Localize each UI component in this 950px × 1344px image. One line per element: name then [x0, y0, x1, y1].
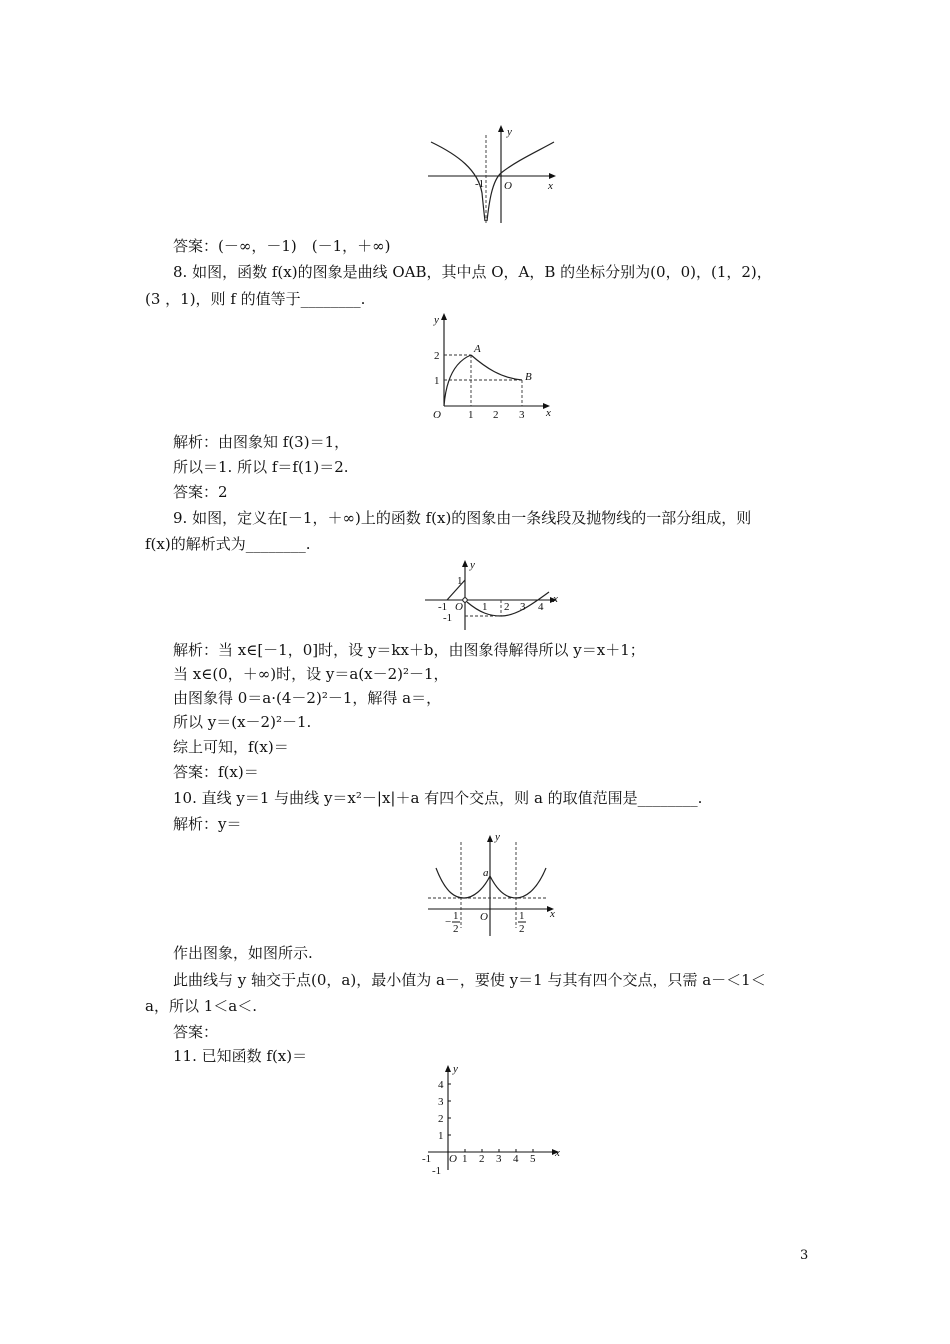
figure-q7-graph — [428, 125, 563, 225]
tick-label-x3: 3 — [520, 601, 526, 613]
q8-question-line1: 8. 如图，函数 f(x)的图象是曲线 OAB，其中点 O，A，B 的坐标分别为(0，0)，(1，2)， — [173, 263, 772, 281]
tick-label-y2: 2 — [438, 1113, 444, 1125]
tick-label-yn1: -1 — [443, 612, 453, 624]
tick-label-y3: 3 — [438, 1096, 444, 1108]
tick-label-yn1: -1 — [432, 1165, 442, 1177]
q10-solution-line2: 作出图象，如图所示. — [173, 944, 313, 962]
y-axis-label: y — [495, 831, 500, 843]
tick-label-neg1: -1 — [475, 178, 485, 190]
q9-solution-line1: 解析：当 x∈[－1，0]时，设 y＝kx＋b，由图象得解得所以 y＝x＋1； — [173, 641, 645, 659]
tick-label-x1: 1 — [468, 409, 474, 421]
y-axis-arrow — [462, 560, 468, 567]
tick-label-y1: 1 — [457, 575, 463, 587]
page-number: 3 — [800, 1248, 809, 1263]
tick-label-x2: 2 — [504, 601, 510, 613]
x-axis-label: x — [553, 593, 558, 605]
origin-label: O — [480, 911, 488, 923]
q8-answer: 答案：2 — [173, 483, 228, 501]
y-axis-arrow — [498, 125, 504, 132]
q9-question-line1: 9. 如图，定义在[－1，＋∞)上的函数 f(x)的图象由一条线段及抛物线的一部分组成，则 — [173, 509, 752, 527]
tick-label-xn1: -1 — [438, 601, 448, 613]
q10-solution-line3: 此曲线与 y 轴交于点(0，a)，最小值为 a－，要使 y＝1 与其有四个交点，只需 a－＜1＜ — [173, 971, 766, 989]
tick-label-x5: 5 — [530, 1153, 536, 1165]
q8-solution-line2: 所以＝1. 所以 f＝f(1)＝2. — [173, 458, 349, 476]
pos-half-numerator: 1 — [519, 910, 525, 922]
right-parabola-curve — [490, 868, 546, 898]
q10-solution-line4: a，所以 1＜a＜. — [145, 997, 257, 1015]
tick-label-x2: 2 — [479, 1153, 485, 1165]
neg-half-denominator: 2 — [453, 923, 459, 935]
tick-label-x1: 1 — [462, 1153, 468, 1165]
q9-solution-line3: 由图象得 0＝a·(4－2)²－1，解得 a＝， — [173, 689, 442, 707]
q8-question-line2: (3 ，1)，则 f 的值等于________. — [145, 290, 366, 308]
tick-label-y1: 1 — [434, 375, 440, 387]
q10-question-line1: 10. 直线 y＝1 与曲线 y＝x²－|x|＋a 有四个交点，则 a 的取值范围是________. — [173, 789, 703, 807]
y-axis-label: y — [470, 559, 475, 571]
neg-sign: − — [445, 916, 452, 928]
tick-label-x3: 3 — [519, 409, 525, 421]
figure-q8-graph — [426, 310, 561, 425]
curve-oa — [444, 355, 471, 406]
figure-q10-graph — [428, 832, 563, 937]
tick-label-y2: 2 — [434, 350, 440, 362]
point-a-label: A — [474, 343, 481, 355]
x-axis-label: x — [548, 180, 553, 192]
q9-solution-line5: 综上可知，f(x)＝ — [173, 738, 289, 756]
x-axis-label: x — [546, 407, 551, 419]
x-axis-label: x — [550, 908, 555, 920]
y-axis-label: y — [453, 1063, 458, 1075]
right-branch-curve — [487, 142, 554, 221]
tick-label-x1: 1 — [482, 601, 488, 613]
open-point-origin — [463, 598, 467, 602]
tick-label-x4: 4 — [513, 1153, 519, 1165]
tick-label-xn1: -1 — [422, 1153, 432, 1165]
y-axis-arrow — [445, 1065, 451, 1072]
tick-label-x3: 3 — [496, 1153, 502, 1165]
q9-question-line2: f(x)的解析式为________. — [145, 535, 311, 553]
origin-label: O — [455, 601, 463, 613]
x-axis-arrow — [549, 173, 556, 179]
origin-label: O — [504, 180, 512, 192]
figure-q9-graph — [425, 558, 565, 633]
y-axis-label: y — [434, 314, 439, 326]
origin-label: O — [449, 1153, 457, 1165]
q10-answer: 答案： — [173, 1023, 219, 1041]
q9-solution-line4: 所以 y＝(x－2)²－1. — [173, 713, 312, 731]
q11-question-line1: 11. 已知函数 f(x)＝ — [173, 1047, 308, 1065]
pos-half-denominator: 2 — [519, 923, 525, 935]
intercept-a-label: a — [483, 867, 489, 879]
point-b-label: B — [525, 371, 532, 383]
x-axis-label: x — [555, 1147, 560, 1159]
q9-solution-line2: 当 x∈(0，＋∞)时，设 y＝a(x－2)²－1， — [173, 665, 449, 683]
y-axis-arrow — [487, 835, 493, 842]
q8-solution-line1: 解析：由图象知 f(3)＝1， — [173, 433, 350, 451]
tick-label-x4: 4 — [538, 601, 544, 613]
q9-answer: 答案：f(x)＝ — [173, 763, 259, 781]
q10-solution-line1: 解析：y＝ — [173, 815, 242, 833]
figure-q11-grid — [420, 1062, 570, 1180]
origin-label: O — [433, 409, 441, 421]
tick-label-x2: 2 — [493, 409, 499, 421]
q7-answer: 答案：(－∞，－1) (－1，＋∞) — [173, 237, 391, 255]
y-axis-label: y — [507, 126, 512, 138]
y-axis-arrow — [441, 313, 447, 320]
left-parabola-curve — [436, 868, 490, 898]
curve-ab — [471, 355, 522, 380]
neg-half-numerator: 1 — [453, 910, 459, 922]
tick-label-y1: 1 — [438, 1130, 444, 1142]
tick-label-y4: 4 — [438, 1079, 444, 1091]
